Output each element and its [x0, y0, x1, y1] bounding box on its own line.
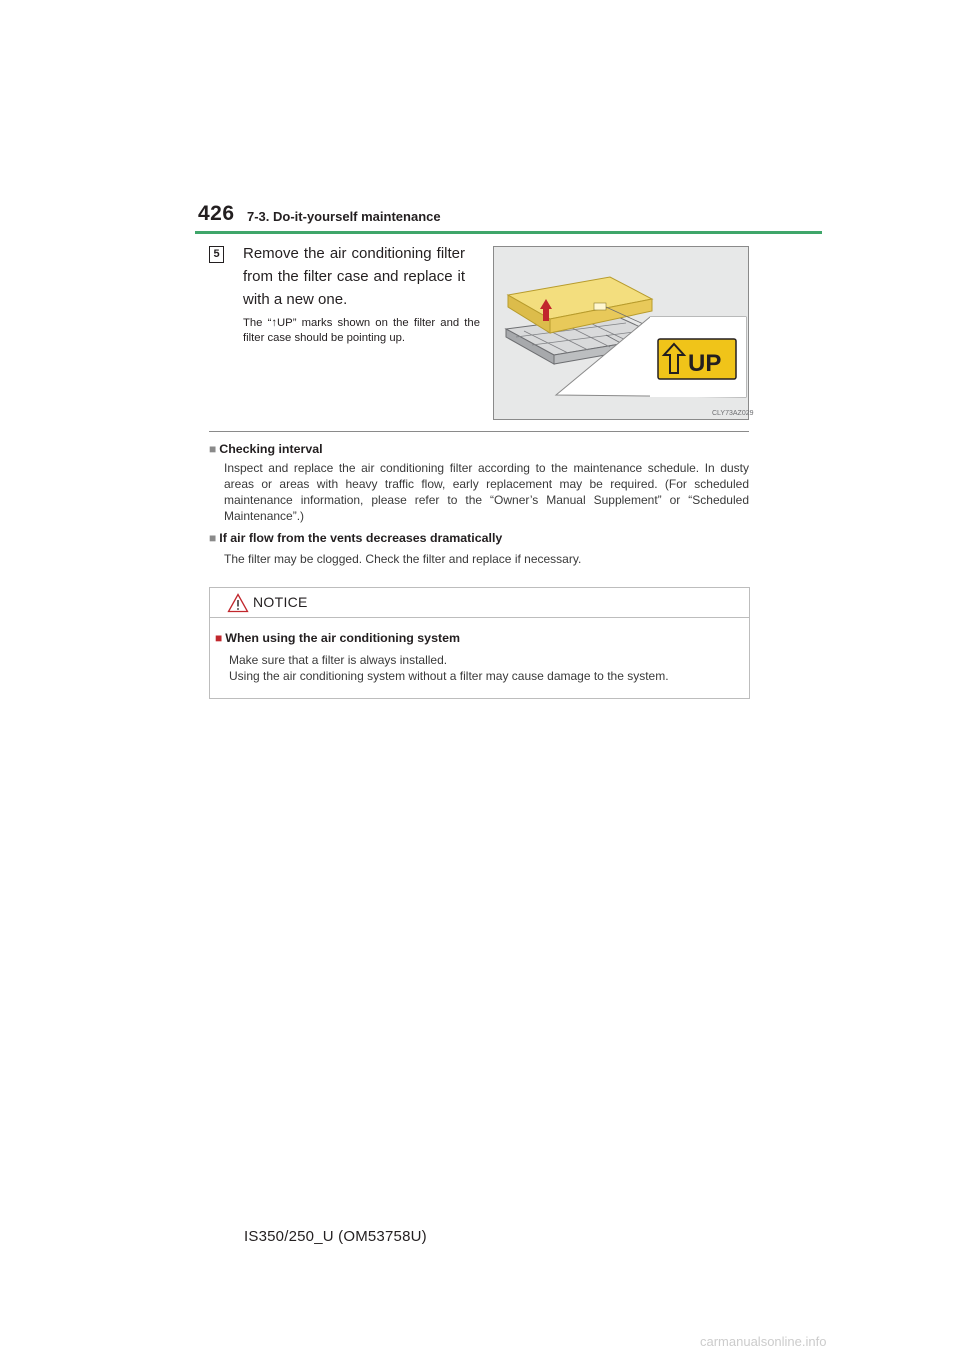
footer-model: IS350/250_U (OM53758U): [244, 1228, 427, 1245]
notice-box: [209, 587, 750, 699]
step-note: The “↑UP” marks shown on the filter and the filter case should be pointing up.: [243, 317, 480, 344]
air-flow-body: The filter may be clogged. Check the filter and replace if necessary.: [224, 552, 582, 566]
watermark: carmanualsonline.info: [700, 1334, 827, 1349]
up-badge-label: UP: [688, 350, 722, 377]
warning-triangle-icon: [227, 593, 249, 613]
checking-interval-title: Checking interval: [219, 442, 323, 456]
bullet-square-icon: ■: [209, 531, 217, 545]
filter-replacement-drawing: [494, 247, 754, 421]
notice-label: NOTICE: [253, 594, 308, 610]
notice-line-2: Using the air conditioning system without a filter may cause damage to the system.: [229, 669, 669, 683]
step-number-badge: 5: [209, 246, 224, 263]
header-rule: [195, 231, 822, 234]
page-number: 426: [198, 202, 235, 225]
notice-line-1: Make sure that a filter is always installed.: [229, 653, 448, 667]
section-divider: [209, 431, 749, 432]
bullet-square-icon: ■: [209, 442, 217, 456]
checking-interval-heading: [209, 442, 323, 456]
notice-heading-text: When using the air conditioning system: [225, 631, 461, 645]
illustration-code: CLY73AZ029: [712, 410, 754, 417]
step-instruction: Remove the air conditioning filter from the filter case and replace it with a new one.: [243, 245, 465, 308]
bullet-square-icon: ■: [215, 631, 223, 645]
section-title: 7-3. Do-it-yourself maintenance: [247, 209, 441, 224]
notice-title-bar: [210, 588, 749, 618]
notice-body: [229, 652, 744, 684]
air-flow-heading: [209, 531, 502, 545]
notice-heading: [215, 631, 460, 645]
air-flow-title: If air flow from the vents decreases dramatically: [219, 531, 503, 545]
filter-illustration: [493, 246, 754, 420]
checking-interval-body: Inspect and replace the air conditioning filter according to the maintenance schedule. In dusty areas or areas with heavy traffic flow, early replacement may be required. (For scheduled maintenance information, please refer to the “Owner’s Manual Supplement” or “Scheduled Maintenance”.): [224, 461, 749, 523]
